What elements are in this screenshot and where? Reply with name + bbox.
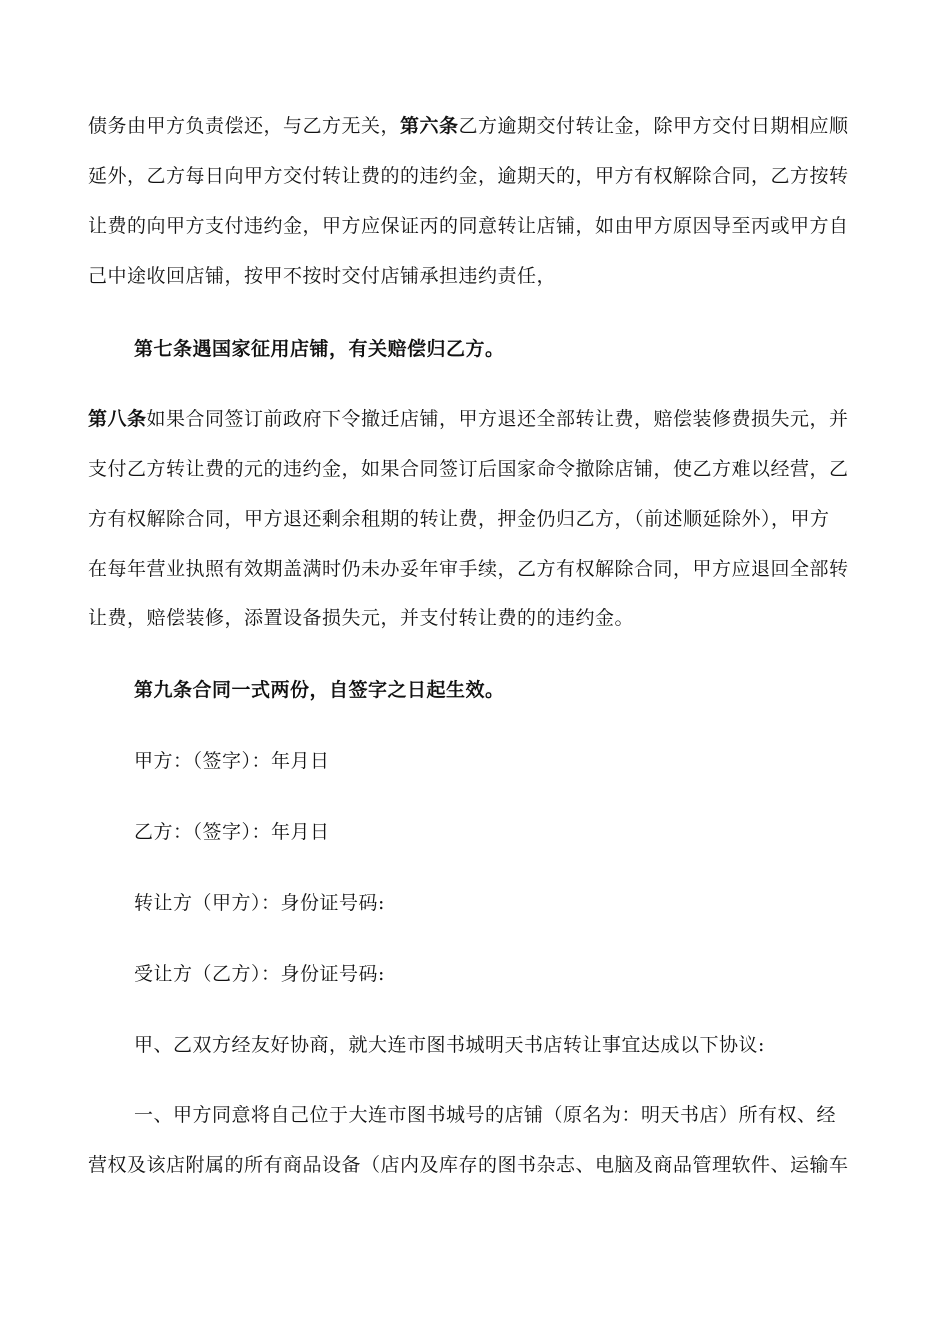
signature-party-a: 甲方：（签字）：年月日 xyxy=(134,750,330,772)
text-segment: 如果合同签订前政府下令撤迁店铺，甲方退还全部转让费，赔偿装修费损失元，并 xyxy=(146,408,849,430)
clause-1-line-1: 一、甲方同意将自己位于大连市图书城号的店铺（原名为：明天书店）所有权、经 xyxy=(134,1104,837,1126)
paragraph-article-6-line-1 xyxy=(88,111,878,141)
article-8-heading: 第八条 xyxy=(88,408,147,430)
article-7: 第七条遇国家征用店铺，有关赔偿归乙方。 xyxy=(134,338,505,360)
paragraph-article-8-line-5: 让费，赔偿装修，添置设备损失元，并支付转让费的的违约金。 xyxy=(88,607,635,629)
paragraph-article-8-line-1 xyxy=(88,404,878,434)
transferor-id-line: 转让方（甲方）：身份证号码: xyxy=(134,892,385,914)
paragraph-article-8-line-3: 方有权解除合同，甲方退还剩余租期的转让费，押金仍归乙方，（前述顺延除外），甲方 xyxy=(88,508,830,530)
transferee-id-line: 受让方（乙方）：身份证号码: xyxy=(134,963,385,985)
clause-1-line-2: 营权及该店附属的所有商品设备（店内及库存的图书杂志、电脑及商品管理软件、运输车 xyxy=(88,1154,849,1176)
article-6-heading: 第六条 xyxy=(400,115,459,137)
paragraph-article-6-line-3: 让费的向甲方支付违约金，甲方应保证丙的同意转让店铺，如由甲方原因导至丙或甲方自 xyxy=(88,215,849,237)
article-9: 第九条合同一式两份，自签字之日起生效。 xyxy=(134,679,505,701)
agreement-intro: 甲、乙双方经友好协商，就大连市图书城明天书店转让事宜达成以下协议: xyxy=(134,1034,765,1056)
text-segment: 债务由甲方负责偿还，与乙方无关， xyxy=(88,115,401,137)
paragraph-article-8-line-2: 支付乙方转让费的元的违约金，如果合同签订后国家命令撤除店铺，使乙方难以经营，乙 xyxy=(88,458,849,480)
signature-party-b: 乙方：（签字）：年月日 xyxy=(134,821,330,843)
text-segment: 乙方逾期交付转让金，除甲方交付日期相应顺 xyxy=(458,115,849,137)
paragraph-article-6-line-2: 延外，乙方每日向甲方交付转让费的的违约金，逾期天的，甲方有权解除合同，乙方按转 xyxy=(88,165,849,187)
paragraph-article-6-line-4: 己中途收回店铺，按甲不按时交付店铺承担违约责任， xyxy=(88,265,557,287)
paragraph-article-8-line-4: 在每年营业执照有效期盖满时仍未办妥年审手续，乙方有权解除合同，甲方应退回全部转 xyxy=(88,558,849,580)
